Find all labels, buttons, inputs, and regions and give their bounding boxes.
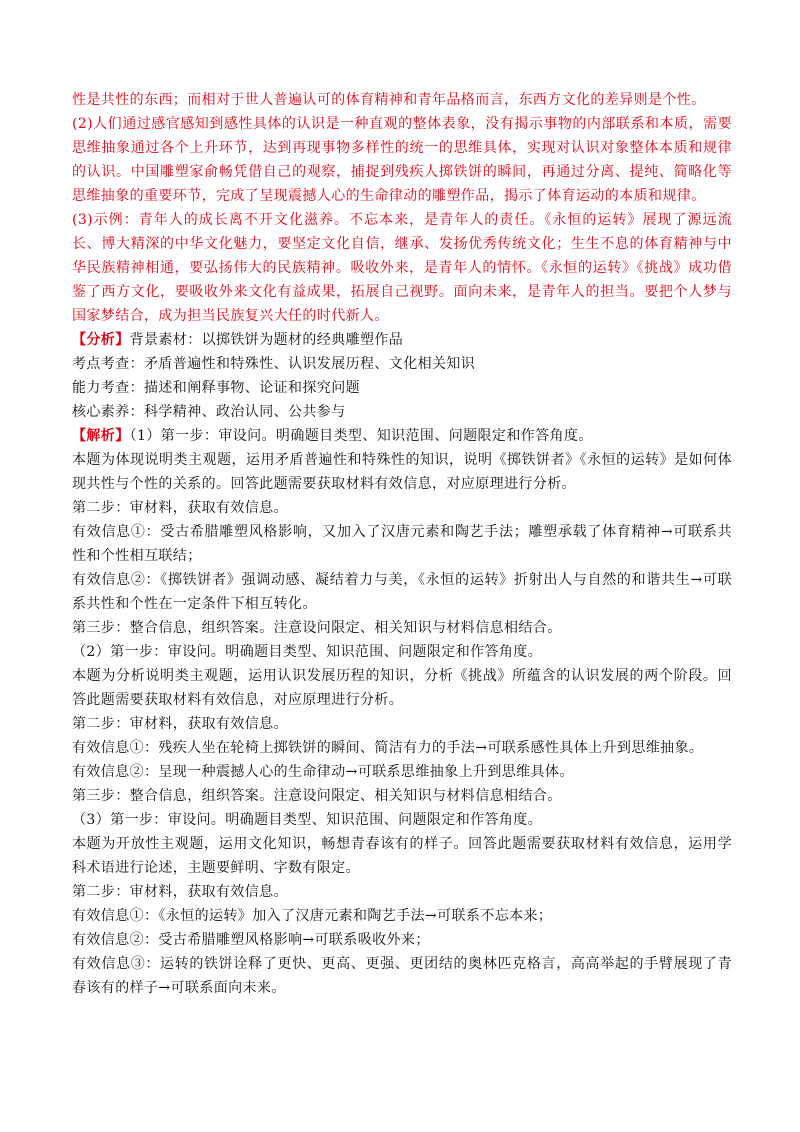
q3-info-2: 有效信息②：受古希腊雕塑风格影响→可联系吸收外来； <box>72 932 430 948</box>
analysis-line <box>72 328 732 352</box>
q1-step1: （1）第一步：审设问。明确题目类型、知识范围、问题限定和作答角度。 <box>129 428 593 444</box>
q1-step3: 第三步：整合信息，组织答案。注意设问限定、相关知识与材料信息相结合。 <box>72 620 562 636</box>
q3-step1: （3）第一步：审设问。明确题目类型、知识范围、问题限定和作答角度。 <box>72 812 543 828</box>
q3-description: 本题为开放性主观题，运用文化知识，畅想青春该有的样子。回答此题需要获取材料有效信息，运用学科术语进行论述，主题要鲜明、字数有限定。 <box>72 836 732 876</box>
jiexi-tag: 【解析】 <box>72 428 130 444</box>
q2-info-2: 有效信息②：呈现一种震撼人心的生命律动→可联系思维抽象上升到思维具体。 <box>72 764 574 780</box>
analysis-tag: 【分析】 <box>72 332 130 348</box>
q2-step1: （2）第一步：审设问。明确题目类型、知识范围、问题限定和作答角度。 <box>72 644 543 660</box>
q1-info-1: 有效信息①：受古希腊雕塑风格影响，又加入了汉唐元素和陶艺手法；雕塑承载了体育精神→可联系共性和个性相互联结； <box>72 524 732 564</box>
kaodian-line: 考点考查：矛盾普遍性和特殊性、认识发展历程、文化相关知识 <box>72 356 476 372</box>
nengli-line: 能力考查：描述和阐释事物、论证和探究问题 <box>72 380 360 396</box>
q2-step2: 第二步：审材料，获取有效信息。 <box>72 716 288 732</box>
q1-info-2: 有效信息②：《掷铁饼者》强调动感、凝结着力与美，《永恒的运转》折射出人与自然的和谐共生→可联系共性和个性在一定条件下相互转化。 <box>72 572 732 612</box>
answer-paragraph-3: (3)示例：青年人的成长离不开文化滋养。不忘本来，是青年人的责任。《永恒的运转》展现了源远流长、博大精深的中华文化魅力，要坚定文化自信，继承、发扬优秀传统文化；生生不息的体育精神与中华民族精神相通，要弘扬伟大的民族精神。吸收外来，是青年人的情怀。《永恒的运转》《挑战》成功借鉴了西方文化，要吸收外来文化有益成果，拓展自己视野。面向未来，是青年人的担当。要把个人梦与国家梦结合，成为担当民族复兴大任的时代新人。 <box>72 212 732 324</box>
q3-info-3: 有效信息③：运转的铁饼诠释了更快、更高、更强、更团结的奥林匹克格言，高高举起的手臂展现了青春该有的样子→可联系面向未来。 <box>72 956 732 996</box>
q1-description: 本题为体现说明类主观题，运用矛盾普遍性和特殊性的知识，说明《掷铁饼者》《永恒的运转》是如何体现共性与个性的关系的。回答此题需要获取材料有效信息，对应原理进行分析。 <box>72 452 732 492</box>
q3-step2: 第二步：审材料，获取有效信息。 <box>72 884 288 900</box>
q1-step2: 第二步：审材料，获取有效信息。 <box>72 500 288 516</box>
q3-info-1: 有效信息①：《永恒的运转》加入了汉唐元素和陶艺手法→可联系不忘本来； <box>72 908 553 924</box>
answer-paragraph-2: (2)人们通过感官感知到感性具体的认识是一种直观的整体表象，没有揭示事物的内部联系和本质，需要思维抽象通过各个上升环节，达到再现事物多样性的统一的思维具体，实现对认识对象整体本质和规律的认识。中国雕塑家俞畅凭借自己的观察，捕捉到残疾人掷铁饼的瞬间，再通过分离、提纯、简略化等思维抽象的重要环节，完成了呈现震撼人心的生命律动的雕塑作品，揭示了体育运动的本质和规律。 <box>72 116 732 204</box>
q2-description: 本题为分析说明类主观题，运用认识发展历程的知识，分析《挑战》所蕴含的认识发展的两个阶段。回答此题需要获取材料有效信息，对应原理进行分析。 <box>72 668 732 708</box>
suyang-line: 核心素养：科学精神、政治认同、公共参与 <box>72 404 346 420</box>
q2-step3: 第三步：整合信息，组织答案。注意设问限定、相关知识与材料信息相结合。 <box>72 788 562 804</box>
jiexi-line <box>72 424 732 448</box>
analysis-text: 背景素材：以掷铁饼为题材的经典雕塑作品 <box>129 332 404 348</box>
q2-info-1: 有效信息①：残疾人坐在轮椅上掷铁饼的瞬间、简洁有力的手法→可联系感性具体上升到思维抽象。 <box>72 740 704 756</box>
document-page <box>72 88 732 1000</box>
answer-paragraph-1: 性是共性的东西；而相对于世人普遍认可的体育精神和青年品格而言，东西方文化的差异则是个性。 <box>72 92 706 108</box>
